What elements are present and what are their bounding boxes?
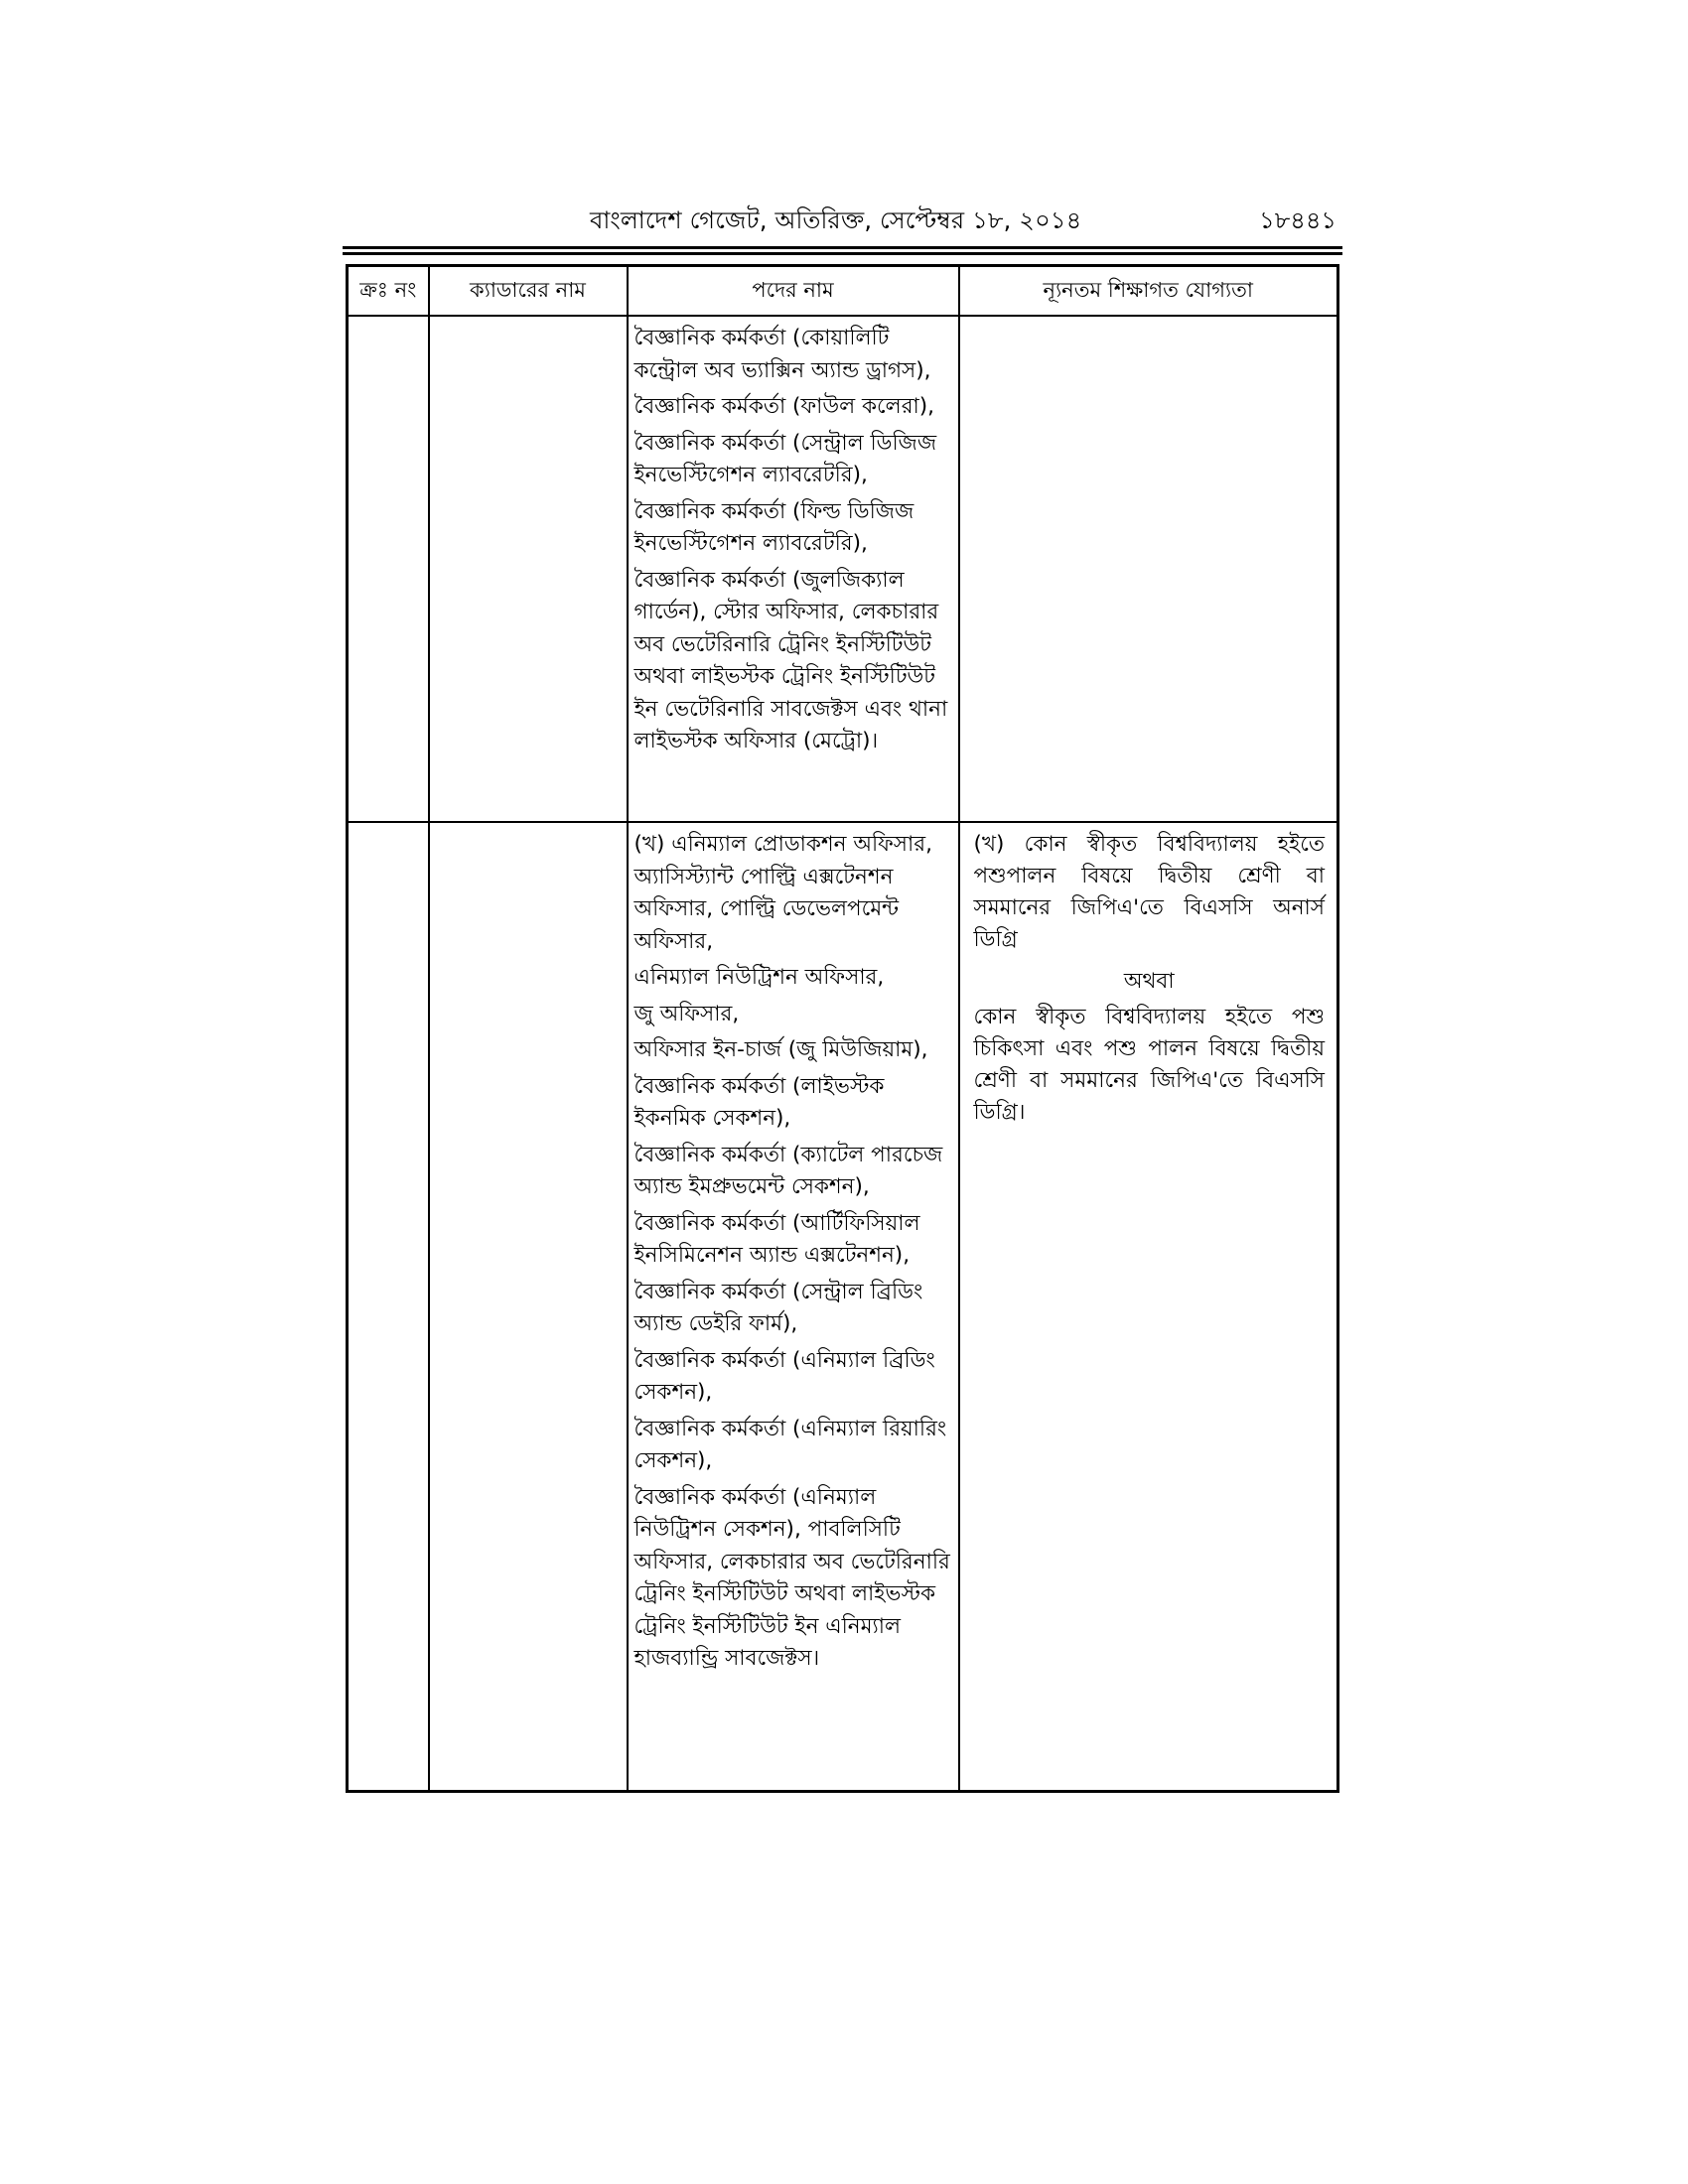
post-entry: (খ) এনিম্যাল প্রোডাকশন অফিসার, অ্যাসিস্ট্যান্ট পোল্ট্রি এক্সটেনশন অফিসার, পোল্ট্রি ডেভেলপমেন্ট অফিসার, bbox=[633, 832, 932, 954]
post-entry: বৈজ্ঞানিক কর্মকর্তা (এনিম্যাল রিয়ারিং সেকশন), bbox=[633, 1416, 947, 1473]
post-entry: অফিসার ইন-চার্জ (জু মিউজিয়াম), bbox=[633, 1037, 928, 1062]
table-header-row bbox=[348, 266, 1338, 317]
post-entry: বৈজ্ঞানিক কর্মকর্তা (কোয়ালিটি কন্ট্রোল অব ভ্যাক্সিন অ্যান্ড ড্রাগস), bbox=[633, 326, 931, 383]
qualification-table bbox=[346, 264, 1339, 1793]
table-row bbox=[348, 316, 1338, 822]
table-row bbox=[348, 822, 1338, 1792]
post-entry: বৈজ্ঞানিক কর্মকর্তা (এনিম্যাল ব্রিডিং সেকশন), bbox=[633, 1347, 935, 1405]
column-header-post-name: পদের নাম bbox=[628, 266, 959, 317]
post-entry: বৈজ্ঞানিক কর্মকর্তা (ফিল্ড ডিজিজ ইনভেস্টিগেশন ল্যাবরেটরি), bbox=[633, 498, 914, 556]
post-entry: জু অফিসার, bbox=[633, 1001, 740, 1026]
serial-cell bbox=[348, 822, 429, 1792]
post-entry: বৈজ্ঞানিক কর্মকর্তা (সেন্ট্রাল ডিজিজ ইনভেস্টিগেশন ল্যাবরেটরি), bbox=[633, 430, 937, 487]
post-entry: বৈজ্ঞানিক কর্মকর্তা (জুলজিক্যাল গার্ডেন), স্টোর অফিসার, লেকচারার অব ভেটেরিনারি ট্রেনিং ইনস্টিটিউট অথবা লাইভস্টক ট্রেনিং ইনস্টিটিউট ইন ভেটেরিনারি সাবজেক্টস এবং থানা লাইভস্টক অফিসার (মেট্রো)। bbox=[633, 567, 948, 753]
qualification-or-separator: অথবা bbox=[1123, 969, 1175, 994]
post-entry: বৈজ্ঞানিক কর্মকর্তা (ফাউল কলেরা), bbox=[633, 394, 934, 419]
page-number: ১৮৪৪১ bbox=[1259, 206, 1336, 234]
qualification-cell bbox=[959, 316, 1338, 822]
post-entry: বৈজ্ঞানিক কর্মকর্তা (এনিম্যাল নিউট্রিশন সেকশন), পাবলিসিটি অফিসার, লেকচারার অব ভেটেরিনারি ট্রেনিং ইনস্টিটিউট অথবা লাইভস্টক ট্রেনিং ইনস্টিটিউট ইন এনিম্যাল হাজব্যান্ড্রি সাবজেক্টস। bbox=[633, 1484, 950, 1671]
column-header-cadre-name: ক্যাডারের নাম bbox=[429, 266, 628, 317]
post-names-cell bbox=[628, 316, 959, 822]
header-double-rule bbox=[343, 246, 1342, 255]
column-header-min-qualification: ন্যূনতম শিক্ষাগত যোগ্যতা bbox=[959, 266, 1338, 317]
cadre-cell bbox=[429, 316, 628, 822]
cadre-cell bbox=[429, 822, 628, 1792]
post-entry: বৈজ্ঞানিক কর্মকর্তা (আর্টিফিসিয়াল ইনসিমিনেশন অ্যান্ড এক্সটেনশন), bbox=[633, 1210, 920, 1268]
qualification-cell bbox=[959, 822, 1338, 1792]
post-entry: বৈজ্ঞানিক কর্মকর্তা (ক্যাটেল পারচেজ অ্যান্ড ইমপ্রুভমেন্ট সেকশন), bbox=[633, 1142, 943, 1199]
serial-cell bbox=[348, 316, 429, 822]
post-names-cell bbox=[628, 822, 959, 1792]
qualification-option-1: (খ) কোন স্বীকৃত বিশ্ববিদ্যালয় হইতে পশুপালন বিষয়ে দ্বিতীয় শ্রেণী বা সমমানের জিপিএ'তে বিএসসি অনার্স ডিগ্রি bbox=[973, 832, 1325, 952]
gazette-header-title: বাংলাদেশ গেজেট, অতিরিক্ত, সেপ্টেম্বর ১৮, ২০১৪ bbox=[590, 206, 1082, 234]
column-header-serial: ক্রঃ নং bbox=[348, 266, 429, 317]
post-entry: বৈজ্ঞানিক কর্মকর্তা (সেন্ট্রাল ব্রিডিং অ্যান্ড ডেইরি ফার্ম), bbox=[633, 1279, 923, 1336]
post-entry: বৈজ্ঞানিক কর্মকর্তা (লাইভস্টক ইকনমিক সেকশন), bbox=[633, 1073, 885, 1131]
page-header bbox=[344, 199, 1336, 238]
post-entry: এনিম্যাল নিউট্রিশন অফিসার, bbox=[633, 965, 885, 990]
qualification-option-2: কোন স্বীকৃত বিশ্ববিদ্যালয় হইতে পশু চিকিৎসা এবং পশু পালন বিষয়ে দ্বিতীয় শ্রেণী বা সমমানের জিপিএ'তে বিএসসি ডিগ্রি। bbox=[973, 1005, 1325, 1125]
